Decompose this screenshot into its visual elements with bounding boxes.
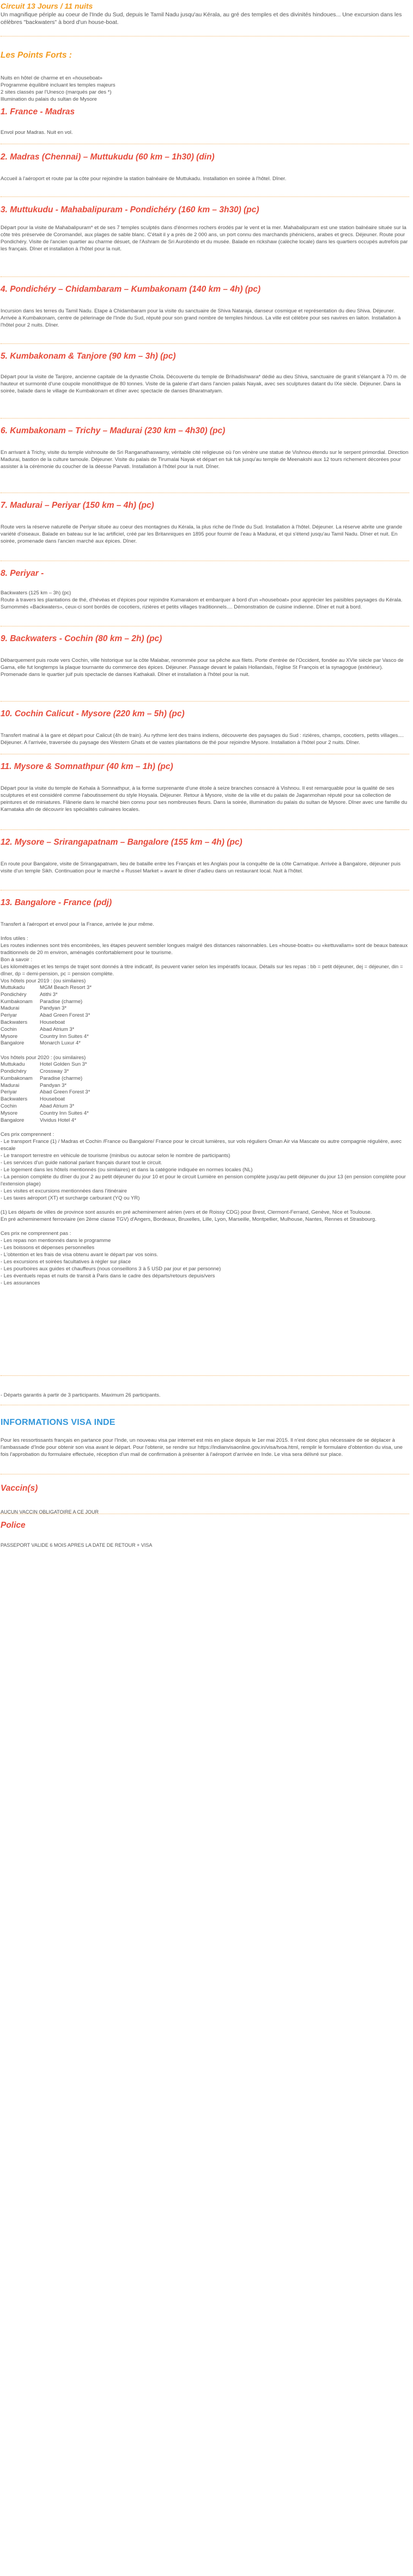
step-10 — [1, 709, 410, 720]
circuit-title: Circuit 13 Jours / 11 nuits — [1, 2, 93, 10]
hotel-name: Country Inn Suites 4* — [40, 1033, 89, 1040]
hotel-name: Crossway 3* — [40, 1068, 69, 1074]
intro-text: Un magnifique périple au coeur de l'Inde du Sud, depuis le Tamil Nadu jusqu'au Kérala, au gré des temples et des divinités hindoues... Une excursion dans les célèbres "backwaters" à bord d'un house-boat. — [1, 11, 402, 26]
hotel-row — [1, 1034, 410, 1041]
hotel-city: Mysore — [1, 1110, 18, 1116]
step-8-desc — [1, 589, 410, 611]
hotel-city: Cochin — [1, 1026, 17, 1032]
infos-line: Infos utiles : — [1, 936, 28, 942]
hotel-name: Atithi 3* — [40, 991, 58, 998]
hotel-row — [1, 1026, 410, 1034]
step-description: En arrivant à Trichy, visite du temple vishnouite de Sri Ranganathaswamy, véritable cité religieuse où l'on vénère une statue de Vishnou étendu sur le serpent primordial. Direction Madurai, bastion de la culture tamoule. Déjeuner. Visite du palais de Tirumalai Nayak et départ en tuk tuk jusqu'au temple de Meenakshi aux 12 tours richement décorées pour assister à la cérémonie du coucher de la déesse Parvati. Installation à l'hôtel pour la nuit. Dîner. — [1, 450, 409, 470]
price-line: En pré acheminement ferroviaire (en 2ème classe TGV) d'Angers, Bordeaux, Bruxelles, Lille, Lyon, Marseille, Montpellier, Mulhouse, Nantes, Rennes et Strasbourg. — [1, 1216, 376, 1223]
divider — [1, 1375, 409, 1376]
step-12 — [1, 837, 410, 848]
hotel-row — [1, 1061, 410, 1068]
hotel-name: Abad Green Forest 3* — [40, 1012, 90, 1019]
hotel-city: Madurai — [1, 1005, 20, 1012]
hotel-row — [1, 1040, 410, 1047]
step-13-desc — [1, 921, 410, 928]
step-title: 5. Kumbakonam & Tanjore (90 km – 3h) (pc) — [1, 352, 176, 361]
step-description: Départ pour la visite de Mahabalipuram* et de ses 7 temples sculptés dans d'énormes rochers érodés par le vent et la mer. Mahabalipuram est une station balnéaire située sur la côte très préservée de Coromandel, aux plages de sable blanc. C'était il y a près de 2 000 ans, un port connu des marchands phéniciens, arabes et grecs. Déjeuner. Route pour Pondichéry. Visite de l'ancien quartier au charme désuet, de l'Ashram de Sri Aurobindo et du musée. Balade en rickshaw (calèche locale) dans les quartiers occupés autrefois par les français. Dîner et installation à l'hôtel pour la nuit. — [1, 225, 408, 252]
hotel-row — [1, 1075, 410, 1083]
hotel-row — [1, 999, 410, 1006]
price-line: - Les services d'un guide national parlant français durant tout le circuit. — [1, 1160, 162, 1166]
hotel-row — [1, 1005, 410, 1012]
hotel-name: Houseboat — [40, 1096, 65, 1103]
hotel-row — [1, 1019, 410, 1026]
hotel-row — [1, 1068, 410, 1075]
hotel-name: Abad Atrium 3* — [40, 1026, 75, 1032]
step-description: Débarquement puis route vers Cochin, ville historique sur la côte Malabar, renommée pour sa pêche aux filets. Porte d'entrée de l'Occident, fondée au XVIe siècle par Vasco de Gama, elle fut longtemps la plaque tournante du commerce des épices. Déjeuner. Passage devant le palais Hollandais, l'église St François et la synagogue (extérieur). Promenade dans le quartier juif puis spectacle de danses Kathakali. Dîner et installation à l'hôtel pour la nuit. — [1, 657, 404, 678]
hotel-name: MGM Beach Resort 3* — [40, 985, 92, 991]
points-forts-list — [1, 75, 410, 103]
price-line: - Les taxes aéroport (XT) et surcharge carburant (YQ ou YR) — [1, 1195, 140, 1202]
step-title: 6. Kumbakonam – Trichy – Madurai (230 km – 4h30) (pc) — [1, 426, 226, 435]
price-line: - Les pourboires aux guides et chauffeurs (nous conseillons 3 à 5 USD par jour et par personne) — [1, 1266, 221, 1272]
hotel-name: Abad Green Forest 3* — [40, 1089, 90, 1096]
step-title: 3. Muttukudu - Mahabalipuram - Pondichéry (160 km – 3h30) (pc) — [1, 205, 259, 214]
infos-line: Les routes indiennes sont très encombrées, les étapes peuvent sembler longues malgré des distances raisonnables. Les «house-boats» ou «kettuvallam» sont de beaux bateaux traditionnels de 20 m environ, aménagés confortablement pour le tourisme. — [1, 943, 408, 956]
infos-utiles-section — [1, 935, 410, 1287]
hotel-name: Country Inn Suites 4* — [40, 1110, 89, 1116]
step-title: 1. France - Madras — [1, 107, 75, 116]
hotel-name: Abad Atrium 3* — [40, 1103, 75, 1109]
hotels-2020-title: Vos hôtels pour 2020 : (ou similaires) — [1, 1055, 86, 1061]
police-title: Police — [1, 1521, 26, 1530]
visa-section — [1, 1417, 410, 1428]
step-title: 13. Bangalore - France (pdj) — [1, 898, 112, 907]
visa-title: INFORMATIONS VISA INDE — [1, 1418, 116, 1427]
police-text: PASSEPORT VALIDE 6 MOIS APRES LA DATE DE RETOUR + VISA — [1, 1542, 153, 1548]
divider — [1, 418, 409, 419]
hotel-city: Kumbakonam — [1, 1075, 33, 1081]
points-forts-line: 2 sites classés par l'Unesco (marqués par des *) — [1, 89, 112, 95]
hotel-row — [1, 992, 410, 999]
step-description: Transfert à l'aéroport et envol pour la France, arrivée le jour même. — [1, 921, 154, 927]
prices-block — [1, 1131, 410, 1287]
step-5-desc — [1, 373, 410, 395]
step-4-desc — [1, 308, 410, 329]
step-3-desc — [1, 224, 410, 253]
price-line: - Les boissons et dépenses personnelles — [1, 1245, 95, 1251]
hotel-name: Houseboat — [40, 1019, 65, 1025]
price-line: - Le logement dans les hôtels mentionnés (ou similaires) et dans la catégorie indiquée en normes locales (NL) — [1, 1167, 253, 1173]
points-forts-line: Programme équilibré incluant les temples majeurs — [1, 82, 116, 88]
step-7 — [1, 500, 410, 511]
price-line: - Les visites et excursions mentionnées dans l'itinéraire — [1, 1188, 127, 1195]
hotel-name: Paradise (charme) — [40, 1075, 83, 1081]
points-forts-section — [1, 50, 410, 61]
step-7-desc — [1, 524, 410, 545]
price-line: (1) Les départs de villes de province sont assurés en pré acheminement aérien (vers et de Roissy CDG) pour Brest, Clermont-Ferrand, Genève, Nice et Toulouse. — [1, 1209, 372, 1216]
hotel-row — [1, 1083, 410, 1090]
hotel-city: Periyar — [1, 1012, 17, 1019]
price-line: Ces prix comprennent : — [1, 1132, 54, 1138]
step-9 — [1, 634, 410, 644]
points-forts-line: Nuits en hôtel de charme et en «houseboat» — [1, 75, 102, 81]
police-text-block — [1, 1537, 410, 1553]
points-forts-line: Illumination du palais du sultan de Mysore — [1, 96, 97, 102]
hotel-city: Backwaters — [1, 1096, 28, 1103]
step-2 — [1, 152, 410, 163]
step-8 — [1, 568, 410, 579]
step-description: Backwaters (125 km – 3h) (pc) — [1, 590, 71, 596]
infos-line: Vos hôtels pour 2019 : (ou similaires) — [1, 978, 86, 984]
hotel-city: Mysore — [1, 1033, 18, 1040]
hotel-row — [1, 1096, 410, 1103]
step-13 — [1, 897, 410, 908]
hotels-2019-list — [1, 985, 410, 1047]
hotel-name: Hotel Golden Sun 3* — [40, 1061, 87, 1068]
hotel-row — [1, 1110, 410, 1117]
step-title: 7. Madurai – Periyar (150 km – 4h) (pc) — [1, 501, 154, 510]
infos-line: Les kilométrages et les temps de trajet sont donnés à titre indicatif, ils peuvent varier selon les impératifs locaux. Détails sur les repas : bb = petit déjeuner, dej = déjeuner, din = dîner, dp = demi-pension, pc = pension complète. — [1, 964, 403, 977]
step-2-desc — [1, 175, 410, 182]
hotel-city: Pondichéry — [1, 991, 27, 998]
hotel-city: Bangalore — [1, 1040, 25, 1047]
hotel-city: Pondichéry — [1, 1068, 27, 1074]
step-6 — [1, 426, 410, 436]
step-description: Envol pour Madras. Nuit en vol. — [1, 130, 73, 136]
hotel-row — [1, 1012, 410, 1019]
departures-note: - Départs garantis à partir de 3 participants. Maximum 26 participants. — [1, 1392, 161, 1398]
note-block — [1, 1392, 410, 1399]
police-section — [1, 1520, 410, 1531]
price-line: - La pension complète du dîner du jour 2 au petit déjeuner du jour 10 et pour le circuit Lumière en pension complète jusqu'au petit déjeuner du jour 13 (en pension complète pour l'extension plage) — [1, 1174, 406, 1188]
vaccins-section — [1, 1483, 410, 1494]
price-line: - Le transport terrestre en véhicule de tourisme (minibus ou autocar selon le nombre de participants) — [1, 1153, 230, 1159]
step-1-desc — [1, 129, 410, 136]
hotel-name: Pandyan 3* — [40, 1005, 67, 1012]
hotel-row — [1, 985, 410, 992]
divider — [1, 829, 409, 830]
step-description: En route pour Bangalore, visite de Srirangapatnam, lieu de bataille entre les Français et les Anglais pour la conquête de la côte Carnatique. Arrivée à Bangalore, déjeuner puis visite d'un temple Sikh. Continuation pour le marché « Russel Market » avant le dîner d'adieu dans un restaurant local. Nuit à l'hôtel. — [1, 861, 401, 874]
step-title: 12. Mysore – Srirangapatnam – Bangalore (155 km – 4h) (pc) — [1, 838, 242, 847]
hotel-city: Madurai — [1, 1082, 20, 1089]
price-line: - L'obtention et les frais de visa obtenu avant le départ par vos soins. — [1, 1252, 159, 1258]
step-12-desc — [1, 860, 410, 875]
price-line: - Les éventuels repas et nuits de transit à Paris dans le cadre des départs/retours depuis/vers — [1, 1273, 215, 1280]
step-10-desc — [1, 732, 410, 746]
price-line-spacer — [1, 1223, 410, 1230]
hotel-city: Periyar — [1, 1089, 17, 1096]
price-line: - Les excursions et soirées facultatives à régler sur place — [1, 1259, 131, 1265]
points-forts-title: Les Points Forts : — [1, 51, 72, 60]
hotel-city: Kumbakonam — [1, 998, 33, 1005]
step-description: Incursion dans les terres du Tamil Nadu. Etape à Chidambaram pour la visite du sanctuaire de Shiva Nataraja, danseur cosmique et représentation du dieu Shiva. Déjeuner. Arrivée à Kumbakonam, centre de pèlerinage de l'Inde du Sud, réputé pour son grand nombre de temples hindous. La ville est célèbre pour ses navires en laiton. Installation à l'hôtel pour 2 nuits. Dîner. — [1, 308, 401, 328]
price-line-spacer — [1, 1202, 410, 1209]
hotel-name: Pandyan 3* — [40, 1082, 67, 1089]
step-5 — [1, 351, 410, 362]
step-title: 4. Pondichéry – Chidambaram – Kumbakonam (140 km – 4h) (pc) — [1, 285, 261, 294]
divider — [1, 343, 409, 344]
hotel-city: Muttukadu — [1, 1061, 25, 1068]
price-line: Ces prix ne comprennent pas : — [1, 1231, 71, 1237]
step-title: 2. Madras (Chennai) – Muttukudu (60 km – 1h30) (din) — [1, 152, 215, 162]
hotel-row — [1, 1117, 410, 1124]
divider — [1, 196, 409, 197]
hotel-city: Bangalore — [1, 1117, 25, 1123]
step-11-desc — [1, 785, 410, 813]
step-description: Transfert matinal à la gare et départ pour Calicut (4h de train). Au rythme lent des trains indiens, découverte des paysages du Sud : rizières, champs, cocotiers, petits villages.... Déjeuner. A l'arrivée, traversée du paysage des Western Ghats et de vastes plantations de thé pour rejoindre Mysore. Installation à l'hôtel pour 2 nuits. Dîner. — [1, 733, 404, 746]
step-description: Départ pour la visite de Tanjore, ancienne capitale de la dynastie Chola. Découverte du temple de Brihadishwara* dédié au dieu Shiva, sanctuaire de granit s'élançant à 70 m. de hauteur et surmonté d'une coupole monolithique de 80 tonnes. Visite de la galerie d'art dans l'ancien palais Nayak, avec ses sculptures datant du IXe siècle. Déjeuner. Dans la soirée, balade dans le village de Kumbakonam et dîner avec spectacle de danses Bharatnatyam. — [1, 374, 406, 394]
hotels-2020-list — [1, 1061, 410, 1124]
hotel-name: Monarch Luxur 4* — [40, 1040, 81, 1047]
intro-section — [1, 0, 410, 26]
vaccins-title: Vaccin(s) — [1, 1484, 38, 1493]
visa-text-block — [1, 1437, 410, 1458]
step-1 — [1, 107, 410, 118]
infos-line: Bon à savoir : — [1, 957, 33, 963]
step-9-desc — [1, 657, 410, 678]
hotel-row — [1, 1103, 410, 1110]
price-line: - Les assurances — [1, 1280, 40, 1287]
vaccins-text: AUCUN VACCIN OBLIGATOIRE A CE JOUR — [1, 1509, 99, 1515]
hotel-name: Vividus Hotel 4* — [40, 1117, 76, 1123]
step-11 — [1, 761, 410, 772]
hotel-city: Backwaters — [1, 1019, 28, 1025]
hotel-city: Cochin — [1, 1103, 17, 1109]
hotel-row — [1, 1089, 410, 1096]
step-title: 9. Backwaters - Cochin (80 km – 2h) (pc) — [1, 634, 162, 643]
price-line: - Les repas non mentionnés dans le programme — [1, 1238, 111, 1244]
step-description: Route vers la réserve naturelle de Periyar située au coeur des montagnes du Kérala, la plus riche de l'Inde du Sud. Installation à l'hôtel. Déjeuner. La réserve abrite une grande variété d'oiseaux. Balade en bateau sur le lac artificiel, créé par les Britanniques en 1895 pour fournir de l'eau à Madurai, et qui s'étend jusqu'au Tamil Nadu. Dîner et nuit. En soirée, promenade dans l'ancien marché aux épices. Dîner. — [1, 524, 403, 544]
vaccins-text-block — [1, 1504, 410, 1520]
step-title: 8. Periyar - — [1, 569, 44, 578]
step-description: Accueil à l'aéroport et route par la côte pour rejoindre la station balnéaire de Muttukadu. Installation en soirée à l'hôtel. Dîner. — [1, 176, 287, 182]
step-description: Départ pour la visite du temple de Kehala à Somnathpur, à la forme surprenante d'une étoile à seize branches consacré à Vishnou. Il est remarquable pour la qualité de ses sculptures et est considéré comme l'aboutissement du style Hoysala. Déjeuner. Retour à Mysore, visite de la ville et du palais de Jaganmohan réputé pour sa collection de peintures et de miniatures. Flânerie dans le marché bien connu pour ses nombreuses fleurs. Dans la soirée, illumination du palais du sultan de Mysore. Dîner avec une famille du Karnataka afin de découvrir les spécialités culinaires locales. — [1, 785, 408, 813]
price-line: - Le transport France (1) / Madras et Cochin /France ou Bangalore/ France pour le circuit lumières, sur vols réguliers Oman Air via Mascate ou autre compagnie régulière, avec escale — [1, 1139, 402, 1152]
visa-text: Pour les ressortissants français en partance pour l'Inde, un nouveau visa par internet est mis en place depuis le 1er mai 2015. Il n'est donc plus nécessaire de se déplacer à l'ambassade d'Inde pour obtenir son visa avant le départ. Pour l'obtenir, se rendre sur https://indianvisaonline.gov.in/visa/tvoa.html, remplir le formulaire d'obtention du visa, une fois l'approbation du formulaire effectuée, réception d'un mail de confirmation à présenter à l'aéroport d'arrivée en Inde. Le visa sera délivré sur place. — [1, 1437, 403, 1458]
divider — [1, 701, 409, 702]
step-3 — [1, 205, 410, 216]
step-title: 10. Cochin Calicut - Mysore (220 km – 5h) (pc) — [1, 709, 185, 718]
hotel-name: Paradise (charme) — [40, 998, 83, 1005]
step-4 — [1, 284, 410, 295]
divider — [1, 276, 409, 277]
step-6-desc — [1, 449, 410, 470]
step-description: Route à travers les plantations de thé, d'hévéas et d'épices pour rejoindre Kumarakom et embarquer à bord d'un «houseboat» pour apprécier les paisibles paysages du Kérala. Surnommés «Backwaters», ceux-ci sont bordés de cocotiers, rizières et petits villages traditionnels.... Démonstration de cuisine indienne. Dîner et nuit à bord. — [1, 597, 403, 610]
hotel-city: Muttukadu — [1, 985, 25, 991]
step-title: 11. Mysore & Somnathpur (40 km – 1h) (pc) — [1, 762, 173, 771]
